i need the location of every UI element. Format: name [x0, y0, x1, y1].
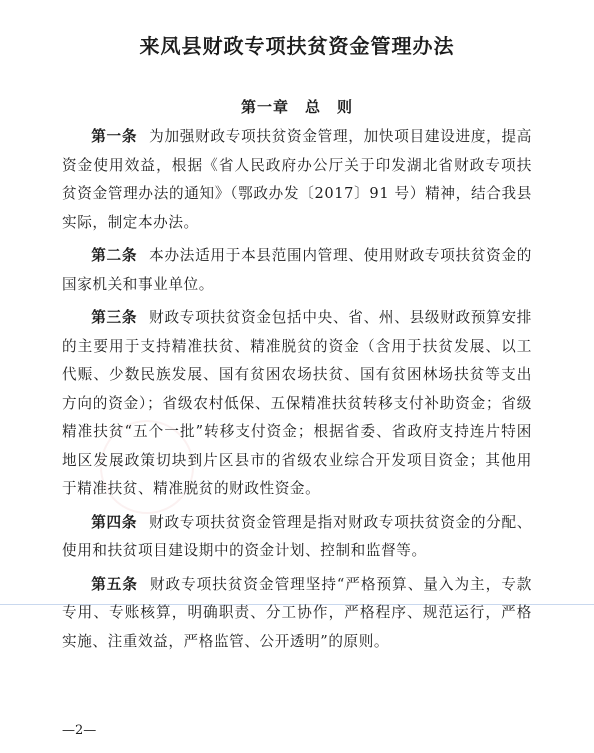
- page-number: —2—: [62, 723, 97, 738]
- chapter-heading: 第一章 总 则: [240, 98, 353, 116]
- article-5: [62, 571, 532, 657]
- article-list: [62, 123, 532, 661]
- article-text: 财政专项扶贫资金包括中央、省、州、县级财政预算安排的主要用于支持精准扶贫、精准脱贫的资金（含用于扶贫发展、以工代赈、少数民族发展、国有贫困农场扶贫、国有贫困林场扶贫等支出方向的资金）；省级农村低保、五保精准扶贫转移支付补助资金；省级精准扶贫“五个一批”转移支付资金；根据省委、省政府支持连片特困地区发展政策切块到片区县市的省级农业综合开发项目资金；其他用于精准扶贫、精准脱贫的财政性资金。: [62, 309, 532, 497]
- article-text: 财政专项扶贫资金管理是指对财政专项扶贫资金的分配、使用和扶贫项目建设期中的资金计划、控制和监督等。: [62, 513, 532, 559]
- article-text: 本办法适用于本县范围内管理、使用财政专项扶贫资金的国家机关和事业单位。: [62, 247, 532, 293]
- article-number: 第三条: [91, 309, 138, 326]
- document-title: 来凤县财政专项扶贫资金管理办法: [139, 34, 455, 58]
- article-2: [62, 242, 532, 299]
- article-number: 第四条: [91, 513, 138, 531]
- article-text: 财政专项扶贫资金管理坚持“严格预算、量入为主，专款专用、专账核算，明确职责、分工协作，严格程序、规范运行，严格实施、注重效益，严格监管、公开透明”的原则。: [62, 575, 532, 650]
- article-number: 第二条: [91, 247, 138, 264]
- article-number: 第一条: [91, 128, 138, 145]
- article-number: 第五条: [91, 575, 138, 593]
- article-4: [62, 509, 532, 566]
- article-3: [62, 304, 532, 504]
- article-1: [62, 123, 532, 237]
- article-text: 为加强财政专项扶贫资金管理，加快项目建设进度，提高资金使用效益，根据《省人民政府办公厅关于印发湖北省财政专项扶贫资金管理办法的通知》（鄂政办发〔2017〕91 号）精神，结合我县实际，制定本办法。: [62, 128, 532, 231]
